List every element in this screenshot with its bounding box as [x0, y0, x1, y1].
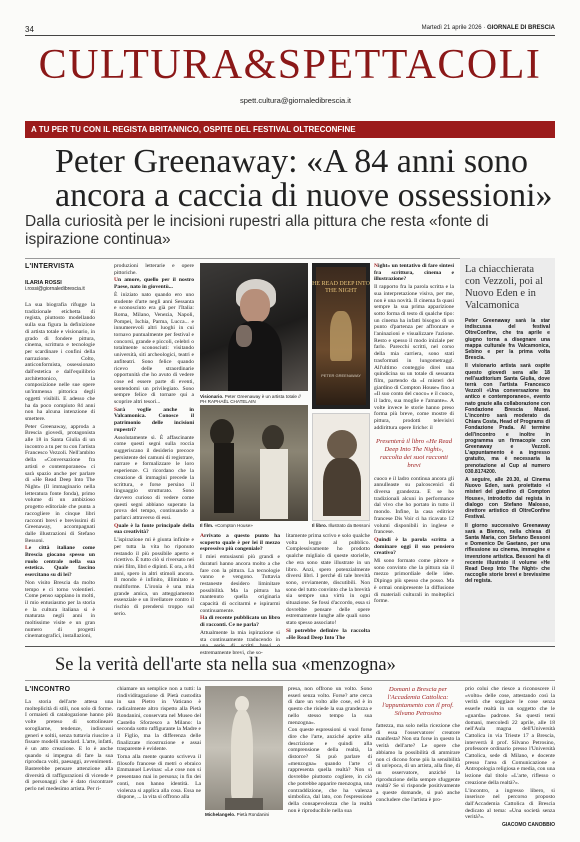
issue-date: Martedì 21 aprile 2026 [421, 25, 482, 31]
second-col-4 [376, 686, 460, 804]
paragraph: produzioni letterarie e opere pittoriche. [114, 263, 194, 276]
caption-bold: Michelangelo. [205, 812, 236, 817]
pieta-caption [205, 812, 295, 817]
question: Quale è la fonte principale della sua creatività? [114, 522, 194, 536]
pull-quote: Presenterà il libro «He Read Deep Into The Night», raccolta dei suoi racconti brevi [375, 437, 453, 469]
col-text [25, 699, 113, 793]
illustration-head [327, 430, 357, 460]
paragraph: litamente prima scrivo e solo qualche volta leggo al pubblico. Complessivamente ho prodotto qualche migliaio di queste storielle, che era sono state illustrate in un libro. Anzi, spero potenzialmente diversi libri. I perché di tale brevità sono, ovviamente, discutibili. Non sono del tutto convinto che la brevità sia sempre una virtù in ogni situazione. Se fossi d'accordo, essa si dovrebbe pensare delle opere estremamente lunghe alle quali sono stato spesso associato! [286, 533, 370, 627]
paragraph: L'incontro, a ingresso libero, si inserisce nel percorso proposto dall'Accademia Cattolica di Brescia dedicato al tema: «Una società senza verità?». [465, 787, 555, 821]
film-caption [200, 523, 308, 528]
second-label: L'INCONTRO [25, 686, 71, 693]
paragraph: I miei entusiasmi più grandi e duraturi hanno ancora molto a che fare con la pittura. La tecnologie vanno e vengono. Tuttavia restaneste desidero liminitare possibilità. Ma la pittura ha mantenuto quella originaria capacità di occitarmi e ispirarmi continuamente. [200, 554, 280, 614]
figure [214, 443, 234, 513]
signature: GIACOMO CANOBBIO [501, 822, 555, 829]
interview-col-1 [25, 263, 95, 641]
question: Sarà voglie anche in Valcamonica. Conosce il patrimonio delle incisioni rupestri? [114, 406, 194, 433]
book-caption [312, 523, 372, 528]
pull-quote: Domani a Brescia per l'Accademia Cattolica: l'appuntamento con il prof. Silvano Petrosino [382, 686, 454, 717]
headline: Peter Greenaway: «A 84 anni sono ancora a caccia di nuove ossessioni» [55, 143, 553, 214]
paragraph: Il giorno successivo Greenaway sarà a Bienno, nella chiesa di Santa Maria, con Stefano Bessoni e Domenico De Gaetano, per una riflessione su cinema, immagine e invenzione artistica. Bessoni ha di recente illustrato il volume «He Read Deep Into The Night» che raccoglie storie brevi e brevissime del regista. [465, 522, 550, 585]
caption-text: Pietà Rondanini [236, 812, 270, 817]
paragraph: Il visionario artista sarà ospite questo giovedì sera alle 18 nell'auditorium Santa Giulia, dove terrà con l'artista Francesco Vezzoli «Una conversazione tra antico e contemporaneo», evento nato grazie alla collaborazione con Fondazione Brescia Musei. L'incontro sarà moderato da Chiara Costa, Head of Programs di Fondazione Prada. Al termine dell'incontro e inoltre in programma un firmacopie con Greenaway e Vezzoli. L'appuntamento è a ingresso gratuito, ma è necessaria la prenotazione al Cup al numero 030.8174200. [465, 363, 550, 475]
paragraph: Assolutamente sì. È affascinante come questi segni sulla roccia suggeriscano il desiderio precoce persistente dei camuni di registrare, narrare e formalizzare le loro esperienze. Ci ricordano che la creazione di immagini precede la scrittura, e forse persino il linguaggio strutturato. Sono davvero curioso di vedere come questi segni abbiano superato la prova del tempo, continuando a parlarci attraverso di essi. [114, 434, 194, 522]
sidebar-box [460, 258, 555, 642]
paragraph: Peter Greenaway, approda a Brescia giovedì, protagonista alle 18 in Santa Giulia di un incontro a tu per tu con l'artista Francesco Vezzoli. Nell'ambito della «Conversazione fra artisti e contemporaneo» ci sarà spazio anche per parlare di «He Read Deep Into The Night» (Il immaginario nella letteratura fonte fonda), primo volume di un ambizioso progetto editoriale che punta a raccogliere in cinque libri racconti brevi e brevissimi di Greenaway, accompagnati dalle illustrazioni di Stefano Bessoni. [25, 423, 95, 544]
caption-text: Peter Greenaway è un artista totale // PH RAPHAËL CHATELAIN [200, 394, 301, 405]
interview-col-4 [286, 533, 370, 642]
paragraph: prio colui che riesce a riconoscere il «volto» delle cose, attestando così la verità che soggiace le cose senza esserle realtà in un soggetto che le «guarda» padrone. Su questi temi domani, mercoledì 22 aprile, alle 18 nell'Aula magna dell'Università Cattolica in via Trieste 17 a Brescia, interverrà il prof. Silvano Petrosino, professore ordinario presso l'Università Cattolica, sede di Milano, e docente presso l'area di Comunicazione e Antropologia religiosa e media, con una lezione dal titolo «L'arte, riflesso o creazione della realtà?». [465, 686, 555, 786]
second-headline: Se la verità dell'arte sta nella sua «menzogna» [55, 655, 396, 675]
author-name: ILARIA ROSSI [25, 280, 62, 286]
book-cover-title: HE READ DEEP INTO THE NIGHT [312, 281, 370, 294]
paragraph: Il rapporto fra la parola scritta e la sua interpretazione visiva, per me, non è una novità. Il cinema fa quasi sempre la sua prima apparizione sotto forma di testo di qualche tipo: un cinema ha infatti bisogno di un punto d'partenza per affrontare e l'aninazioni e visualizzare l'azione. Resto e spesso il modo iniziale per farlo. Parecchi scritti, nel corso della mia carriera, sono stati trasformati in lungometraggi. All'ultimo conteggio direi una quindicina su un totale di sessanta film, partendo da «I misteri del giardino di Compton House» fino a «Il suo conto del cuoco» e il cuoco, il ladro, sua moglie e l'amante». A volte invece le storie hanno preso forma più breve, come mostre di pittura, prodotti televisivi addirittura opere liriche: il [374, 284, 454, 431]
second-col-5 [465, 686, 555, 829]
divider [25, 680, 555, 681]
portrait-caption [200, 394, 308, 405]
statue-base [225, 798, 263, 810]
face [240, 289, 270, 323]
paragraph: fattezza, ma solo nella ricezione che di essa l'osservatore/ creatore manifesta? Non sta forse in questo la verità dell'arte? Le opere che abbiamo la possibilità di ammirare non ci dicono forse più la sensibilità di un'epoca, di un artista, alla fine, di un osservatore, anziché la riproduzione della sempre sfuggente realtà? Se si risponde positivamente a queste domande, si può anche concludere che l'artista è pro- [376, 723, 460, 803]
interview-col-2 [114, 263, 194, 619]
paragraph: Con queste espressioni si vuol forse dire che l'arte, anziché aprire alla descrizione e quindi alla comprensione della realtà, la distorce? Si può parlare di «menzogna» quando l'arte ci rappresenta quella realtà? Non si dovrebbe piuttosto cogliere, in ciò che potrebbe apparire menzogna, una contraddizione, che ha valenza simbolica, dal lato, con l'espressione della consapevolezza che la realtà non è riproducibile nella sua [288, 727, 372, 814]
divider [25, 646, 555, 647]
book-cover-author: PETER GREENAWAY [321, 373, 361, 378]
paragraph: La sua biografia rifugge la tradizionale etichetta di regista, piuttosto modellando sulla sua figura la definizione di artista totale e visionario, in grado di fondere pittura, cinema, scrittura e tecnologie per scardinare i confini della narrazione. Colto, anticonformista, ossessionato dall'estetica e dall'equilibrio architettonico, la composizione nelle sue opere un'immensa pittorica degli oggetti visibili. E adesso che ha da poco compiuto 84 anni non ha alcuna intenzione di smettere. [25, 302, 95, 422]
paragraph: A seguire, alle 20.30, al Cinema Nuovo Eden, sarà proiettato «I misteri del giardino di Compton House», introdotto dal regista in dialogo con Stefano Malosso, direttore artistico di OltreConfine Festival. [465, 477, 550, 521]
book-cover-figure [330, 311, 352, 361]
author-email[interactable]: i.rossi@giornaledibrescia.it [25, 286, 85, 292]
section-masthead: CULTURA&SPETTACOLI [38, 42, 542, 88]
subheadline: Dalla curiosità per le incisioni rupestri alla pittura che resta «fonte di ispirazione continua» [25, 213, 489, 248]
book-illustration [312, 413, 370, 521]
interview-col-3 [200, 533, 280, 658]
paragraph: presa, non offrono un volto. Sono esseri senza volto. Forse? arte cerca di dare un volto alle cose, ed è in questo che risiede la sua grandezza e nello stesso tempo la sua menzogna». [288, 686, 372, 726]
illustration-body [323, 458, 361, 516]
caption-bold: Il film. [200, 523, 214, 528]
paragraph: Mi sono formato come pittore e sono convinto che la pittura sia il mezzo primordiale delle idee. Dipingo più spesso che posso. Ma è ormai onnipresente la diffusione di materiali culturali in molteplici forme. [374, 558, 454, 605]
col-text [25, 302, 95, 640]
interview-label: L'INTERVISTA [25, 263, 75, 270]
paper-name: GIORNALE DI BRESCIA [486, 25, 555, 31]
page-number: 34 [25, 25, 34, 34]
hand [236, 325, 252, 347]
portrait-photo [200, 263, 308, 391]
figure [260, 449, 288, 519]
interview-col-5 [374, 263, 454, 606]
top-rule [25, 35, 555, 36]
second-col-2 [117, 686, 201, 802]
question: Le città italiane come Brescia giocano spesso un ruolo centrale nella sua estetica. Quale fascino esercitano su di lei? [25, 545, 95, 579]
statue-body [231, 710, 253, 800]
paragraph: L'ispirazione mi è giunta infinite e per tutta la vita ho riponuto restando il più possibile aperto e ricettivo. È tutto ciò si riversato nei miei film, libri e dipinti. E ora, a 84 anni, spero in altri stimoli ancora. Il mondo è infinito, illimitato e multiforme. L'ironia è una mia grande amica, un atteggiamento essenziale e un livellatore contro il rischio di prendersi troppo sul serio. [114, 537, 194, 617]
paragraph: Peter Greenaway sarà la star indiscussa del festival OltreConfine, che tra aprile e giugno torna a disegnare una mappa culturale fra Valcamonica, Sebino e per la prima volta Brescia. [465, 318, 550, 362]
section-email[interactable]: spett.cultura@giornaledibrescia.it [240, 96, 352, 105]
question: Ha di recente pubblicato un libro di racconti. Ce ne parla? [200, 615, 280, 629]
paragraph: È iniziato nato quando ero uno studente d'arte negli anni Sessanta e sconosciuto era già per l'Italia: Roma, Milano, Venezia, Napoli, Pompei, Ischia, Parma, Lucca... e innumerevoli altri luoghi in cui tornavo puntualmente per festival e concorsi, grande e piccoli, celebri o totalmente sconosciuti: visitando università, siti archeologici, teatri e anfiteatri. Sono felice quando ricevo delle straordinarie opportunità che ho avuto di vedere cose ed essere parte di eventi, sentendomi un privilegiato. Sono sempre felice di tornare qui a scoprire altri tesori... [114, 291, 194, 406]
date-paper: Martedì 21 aprile 2026 · GIORNALE DI BRESCIA [421, 25, 555, 31]
book-cover [312, 263, 370, 409]
caption-text: Illustrato da Bessoni [328, 523, 370, 528]
paragraph: chiamare un semplice non a tutti: la rindividitagazione di Pietà custodita in san Pietro in Vaticano è radicalmente altro rispetto alla Pietà Rondanini, conservata nel Museo del Castello Sforzesco a Milano: la seconda sotto raffigurante la Madre e il Figlio, ma la differenza delle finalizzate ricostruzione e assai trasparente è evidente. [117, 686, 201, 753]
sidebar-title: La chiacchierata con Vezzoli, poi al Nuovo Eden e in Valcamonica [465, 264, 543, 311]
paragraph: La storia dell'arte attesa una molteplicità di stili, non solo di forme. I ormaieti di catalogazione hanno più volte preteso di sottolineare sorogliarne, tendenze, indiscussi generi e soltii, senza tuttavia riuscire a fissare modelli standard. L'arte, infatti, è un atto creazione. E lo è anche quando si impegna di fare la sua riproduca volti, paesaggi, avvenimenti. Basterebbe pensare attenzione alla diversità di raffigurazioni di vicende e di personaggi che è dato riscontrare perlo nel medesimo artista. Per ri- [25, 699, 113, 793]
question: Night» un tentativo di fare sintesi fra scrittura, cinema e illustrazione? [374, 263, 454, 283]
banner: A TU PER TU CON IL REGISTA BRITANNICO, OSPITE DEL FESTIVAL OLTRECONFINE [25, 121, 555, 138]
paragraph: Non visito Brescia da molto tempo e ci torno volentieri. Come penso sappiano in molti, il mio entusiasmo per la storia e la cultura italiana si è maturata negli anni in moltissime visite e un gran numero di progetti cinematografici, installazioni, [25, 579, 95, 640]
question: Arrivato a questo punto ha scoperto quale è per lei il mezzo espressivo più congeniale? [200, 533, 280, 553]
caption-text: «Compton House» [214, 523, 253, 528]
col-text [376, 723, 460, 803]
caption-bold: Visionario. [200, 394, 224, 399]
second-col-3 [288, 686, 372, 815]
paragraph: cuoco e il ladro continua ancora gli annulleaste su palcoscenici di diversa grandezza. E se ho tradizionali alcuni in performance dal vivo che ho portato in tutto il mondo. Infine, la casa editrice francese Dis Voir ci ha ricavato 12 volumi disponibili in inglese e francese. [374, 475, 454, 536]
figure [262, 425, 284, 451]
caption-bold: Il libro. [312, 523, 328, 528]
paragraph: Torna alla mente quanto scriveva il filosofo francese di metri o ebraico Emmanuel Levinas: «Le cose non si presentano mai in persona; in fin dei conti, non hanno identità. La violenza si applica alla cosa. Essa ne dispone, ... la vita si offrono alla [117, 754, 201, 801]
film-still [200, 405, 308, 521]
question: Un amore, quello per il nostro Paese, nato in gioventù... [114, 277, 194, 291]
question: Si potrebbe definire la raccolta «He Read Deep Into The [286, 627, 370, 641]
pieta-photo [205, 686, 283, 810]
paragraph: Attualmente la mia ispirazione si sta continuamente traducendo in una serie di scritti brevi o estremamente brevi, che so- [200, 629, 280, 656]
question: Quindi è la parola scritta a dominare oggi il suo pensiero creativo? [374, 536, 454, 557]
second-col-1 [25, 686, 113, 794]
sidebar-body [465, 318, 550, 585]
